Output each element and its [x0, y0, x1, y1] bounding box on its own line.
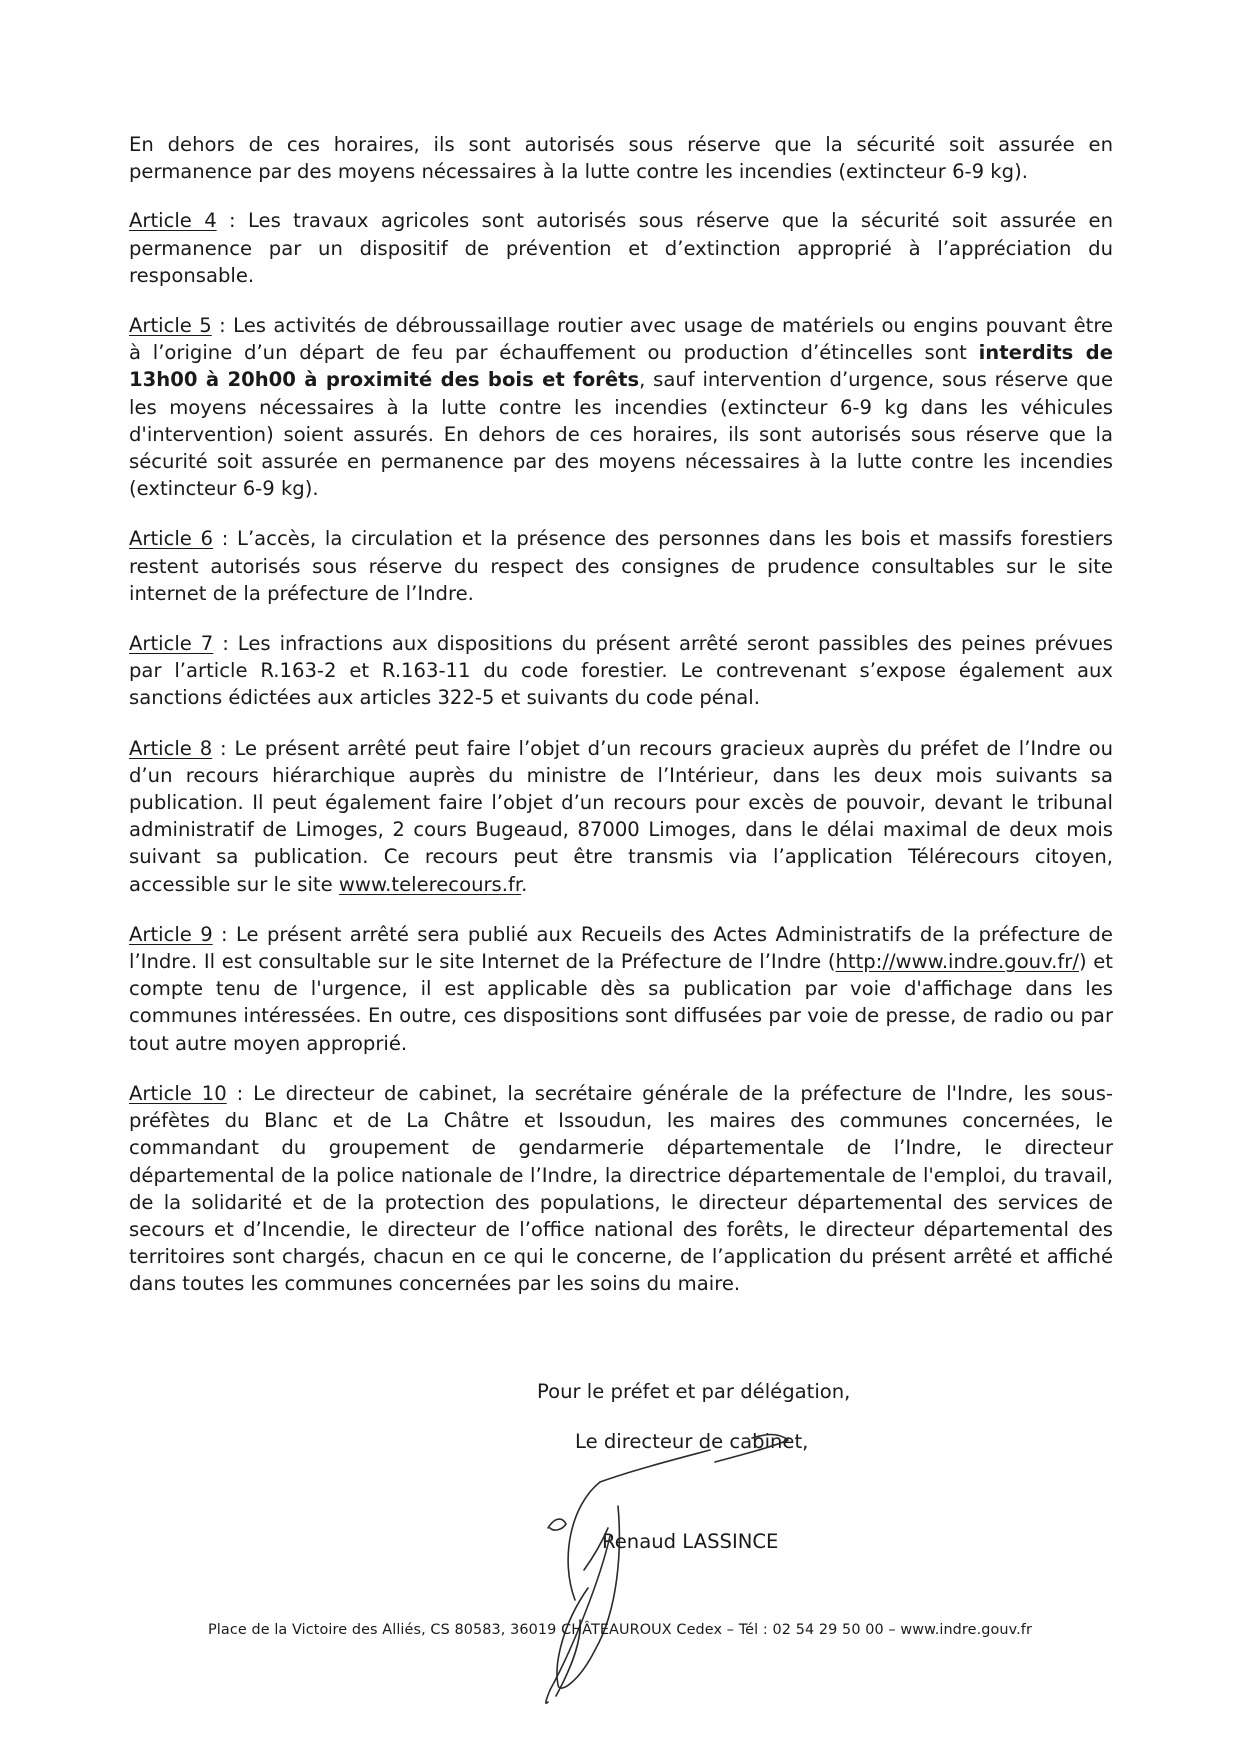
article-8-text-before: Le présent arrêté peut faire l’objet d’un recours gracieux auprès du préfet de l’Indre ou d’un recours hiérarchique auprès du ministre de l’Intérieur, dans les deux mois suivants sa publication. Il peut également faire l’objet d’un recours pour excès de pouvoir, devant le tribunal administratif de Limoges, 2 cours Bugeaud, 87000 Limoges, dans le délai maximal de deux mois suivant sa publication. Ce recours peut être transmis via l’application Télérecours citoyen, accessible sur le site — [129, 736, 1113, 896]
article-10 — [129, 1080, 1113, 1298]
article-5-text-after: , sauf intervention d’urgence, sous réserve que les moyens nécessaires à la lutte contre les incendies (extincteur 6-9 kg dans les véhicules d'intervention) soient assurés. En dehors de ces horaires, ils sont autorisés sous réserve que la sécurité soit assurée en permanence par des moyens nécessaires à la lutte contre les incendies (extincteur 6-9 kg). — [129, 368, 1113, 501]
article-7-text: Les infractions aux dispositions du présent arrêté seront passibles des peines prévues par l’article R.163-2 et R.163-11 du code forestier. Le contrevenant s’expose également aux sanctions édictées aux articles 322-5 et suivants du code pénal. — [129, 632, 1113, 710]
article-10-separator: : — [226, 1081, 254, 1105]
signature-title: Le directeur de cabinet, — [575, 1430, 809, 1453]
article-9-text-after: ) et compte tenu de l'urgence, il est applicable dès sa publication par voie d'affichage dans les communes intéressées. En outre, ces dispositions sont diffusées par voie de presse, de radio ou par tout autre moyen approprié. — [129, 950, 1113, 1055]
page-footer: Place de la Victoire des Alliés, CS 80583, 36019 CHÂTEAUROUX Cedex – Tél : 02 54 29 50 00 – www.indre.gouv.fr — [208, 1622, 1032, 1638]
signature-delegation: Pour le préfet et par délégation, — [537, 1380, 851, 1403]
article-8-text-after: . — [521, 872, 528, 896]
article-10-label: Article 10 — [129, 1081, 227, 1105]
prefecture-website-link[interactable]: http://www.indre.gouv.fr/ — [835, 950, 1079, 974]
article-5 — [129, 312, 1113, 502]
article-5-separator: : — [211, 314, 234, 338]
article-9-separator: : — [212, 922, 236, 946]
article-9-label: Article 9 — [129, 922, 213, 946]
article-4-text: Les travaux agricoles sont autorisés sous réserve que la sécurité soit assurée en permanence par un dispositif de prévention et d’extinction approprié à l’appréciation du responsable. — [129, 209, 1113, 287]
telerecours-link[interactable]: www.telerecours.fr — [338, 872, 522, 896]
article-4 — [129, 207, 1113, 289]
document-body — [129, 131, 1113, 1321]
article-7-separator: : — [213, 632, 238, 656]
article-6-label: Article 6 — [129, 527, 214, 551]
article-6-text: L’accès, la circulation et la présence des personnes dans les bois et massifs forestiers restent autorisés sous réserve du respect des consignes de prudence consultables sur le site internet de la préfecture de l’Indre. — [129, 527, 1113, 605]
article-6-separator: : — [213, 527, 238, 551]
intro-text: En dehors de ces horaires, ils sont autorisés sous réserve que la sécurité soit assurée en permanence par des moyens nécessaires à la lutte contre les incendies (extincteur 6-9 kg). — [129, 133, 1113, 184]
article-6 — [129, 525, 1113, 607]
article-10-text: Le directeur de cabinet, la secrétaire générale de la préfecture de l'Indre, les sous-préfètes du Blanc et de La Châtre et Issoudun, les maires des communes concernées, le commandant du groupement de gendarmerie départementale de l’Indre, le directeur départemental de la police nationale de l’Indre, la directrice départementale de l'emploi, du travail, de la solidarité et de la protection des populations, le directeur départemental des services de secours et d’Incendie, le directeur de l’office national des forêts, le directeur départemental des territoires sont chargés, chacun en ce qui le concerne, de l’application du présent arrêté et affiché dans toutes les communes concernées par les soins du maire. — [129, 1081, 1113, 1296]
article-4-separator: : — [216, 209, 248, 233]
article-5-text-before: Les activités de débroussaillage routier avec usage de matériels ou engins pouvant être à l’origine d’un départ de feu par échauffement ou production d’étincelles sont — [129, 314, 1113, 365]
article-4-label: Article 4 — [129, 209, 217, 233]
article-5-bold-text: interdits de 13h00 à 20h00 à proximité des bois et forêts — [129, 341, 1113, 392]
handwritten-signature — [540, 1410, 860, 1710]
article-5-label: Article 5 — [129, 314, 212, 338]
article-7-label: Article 7 — [129, 632, 214, 656]
article-8 — [129, 735, 1113, 898]
signature-name: Renaud LASSINCE — [602, 1530, 779, 1553]
article-9-text-before: Le présent arrêté sera publié aux Recueils des Actes Administratifs de la préfecture de l’Indre. Il est consultable sur le site Internet de la Préfecture de l’Indre ( — [129, 922, 1113, 974]
intro-paragraph — [129, 131, 1113, 185]
article-8-separator: : — [212, 736, 235, 760]
article-9 — [129, 921, 1113, 1057]
article-7 — [129, 630, 1113, 712]
article-8-label: Article 8 — [129, 736, 213, 760]
